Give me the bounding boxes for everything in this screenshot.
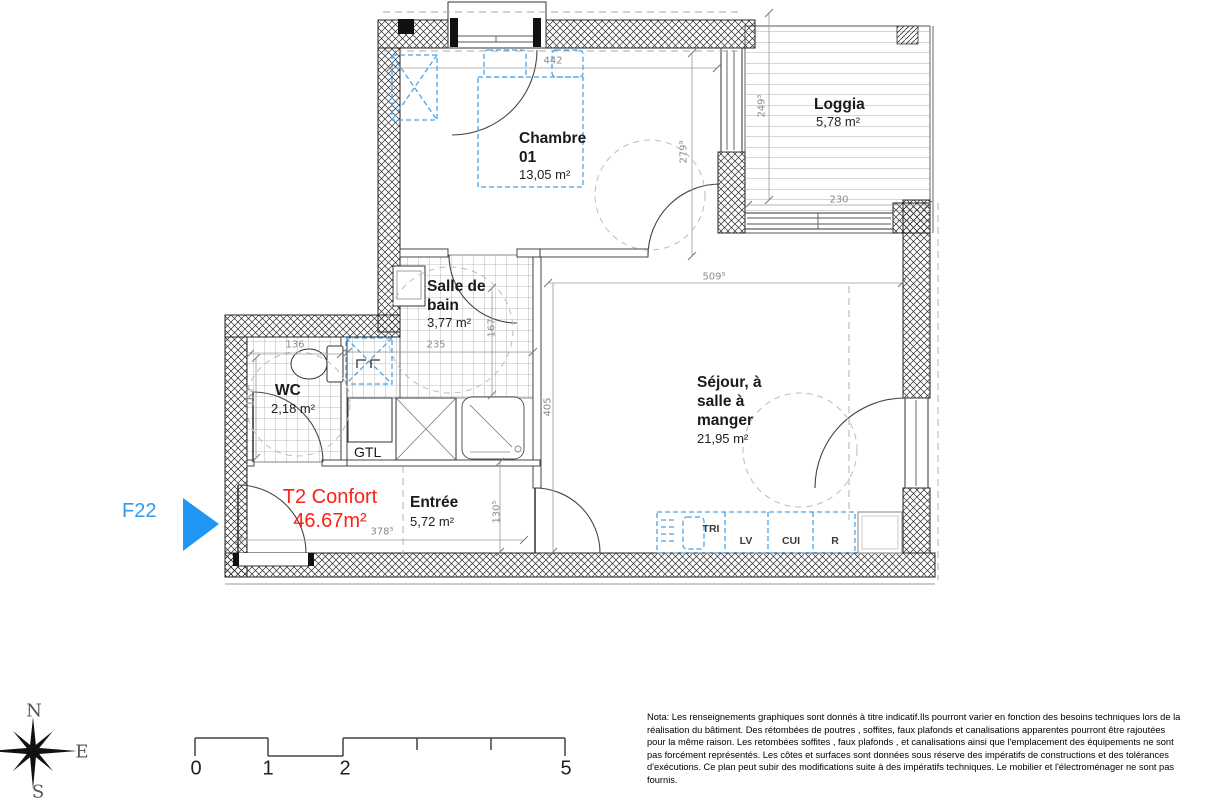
nota-disclaimer: [647, 711, 1217, 786]
storage-closet: [396, 398, 456, 460]
compass-rose-icon: [0, 717, 77, 789]
gtl-label: GTL: [354, 444, 382, 460]
dim-167: 167: [486, 318, 498, 338]
nota-line: Nota: Les renseignements graphiques sont donnés à titre indicatif.Ils pourront varier en fonction des besoins techniques lors de la: [647, 712, 1181, 722]
room-label-sejour-line2: salle à: [697, 393, 745, 410]
scale-label-2: 2: [339, 757, 351, 780]
compass-east-label: E: [75, 741, 89, 763]
kitchen-unit-r: R: [831, 535, 839, 547]
scale-label-1: 1: [262, 757, 274, 780]
room-label-chambre-name: Chambre: [519, 130, 587, 147]
dim-230: 230: [829, 194, 849, 206]
dim-378: 378⁵: [370, 526, 394, 538]
kitchen-unit-cui: CUI: [781, 535, 801, 547]
dim-136: 136: [285, 339, 305, 351]
room-label-sejour-line1: Séjour, à: [697, 374, 762, 391]
dim-249: 249⁵: [756, 94, 768, 118]
scale-label-5: 5: [560, 757, 572, 780]
dim-162: 162: [245, 387, 257, 407]
unit-type-label: T2 Confort: [282, 486, 378, 508]
compass-south-label: S: [31, 781, 45, 800]
room-label-chambre-number: 01: [519, 149, 537, 166]
kitchen-counter: [858, 512, 902, 553]
room-label-entree: Entrée: [410, 494, 459, 511]
unit-area-label: 46.67m²: [293, 510, 367, 532]
dim-279: 279⁹: [678, 140, 690, 164]
dim-509: 509⁵: [702, 271, 726, 283]
toilet: [291, 346, 343, 382]
room-label-bath-line2: bain: [427, 297, 459, 314]
room-area-entree: 5,72 m²: [410, 514, 455, 529]
room-label-sejour-line3: manger: [697, 412, 753, 429]
room-label-wc: WC: [275, 382, 301, 399]
compass-north-label: N: [26, 700, 42, 722]
gtl-closet: [348, 398, 392, 442]
dim-405: 405: [542, 397, 554, 417]
room-area-chambre: 13,05 m²: [519, 167, 571, 182]
nota-line: fournis.: [647, 774, 678, 785]
kitchen-unit-tri: TRI: [702, 523, 720, 535]
nota-line: pas forcément représentés. Les côtes et surfaces sont données sous réserve des impératifs de constructions et des tolérances: [647, 749, 1169, 760]
room-area-sejour: 21,95 m²: [697, 431, 749, 446]
room-area-loggia: 5,78 m²: [816, 114, 861, 129]
nota-line: d'exécutions. Ce plan peut subir des modifications suite à des impératifs techniques. Le mobilier et l'électroménager ne sont pas: [647, 762, 1175, 773]
dim-235: 235: [426, 339, 446, 351]
room-area-wc: 2,18 m²: [271, 401, 316, 416]
scale-bar: [195, 738, 565, 756]
shower-tray: [462, 397, 524, 459]
nota-line: réalisation du bâtiment. Des rétombées de poutres , soffites, faux plafonds et canalisations apparentes pourront être rajoutées: [647, 724, 1166, 735]
nota-line: pour la même raison. Les retombées soffites , faux plafonds , et canalisations ainsi que l'emplacement des équipements ne sont: [647, 737, 1174, 748]
room-area-bath: 3,77 m²: [427, 315, 472, 330]
unit-code-label: F22: [122, 500, 157, 522]
unit-arrow-icon: [183, 498, 219, 551]
dim-442: 442: [543, 55, 563, 67]
dim-130: 130⁵: [491, 500, 503, 524]
scale-label-0: 0: [190, 757, 202, 780]
kitchen-units: [657, 512, 855, 553]
kitchen-unit-lv: LV: [739, 535, 753, 547]
room-label-loggia: Loggia: [814, 96, 865, 113]
room-label-bath-line1: Salle de: [427, 278, 486, 295]
bathroom-sink: [393, 266, 425, 306]
